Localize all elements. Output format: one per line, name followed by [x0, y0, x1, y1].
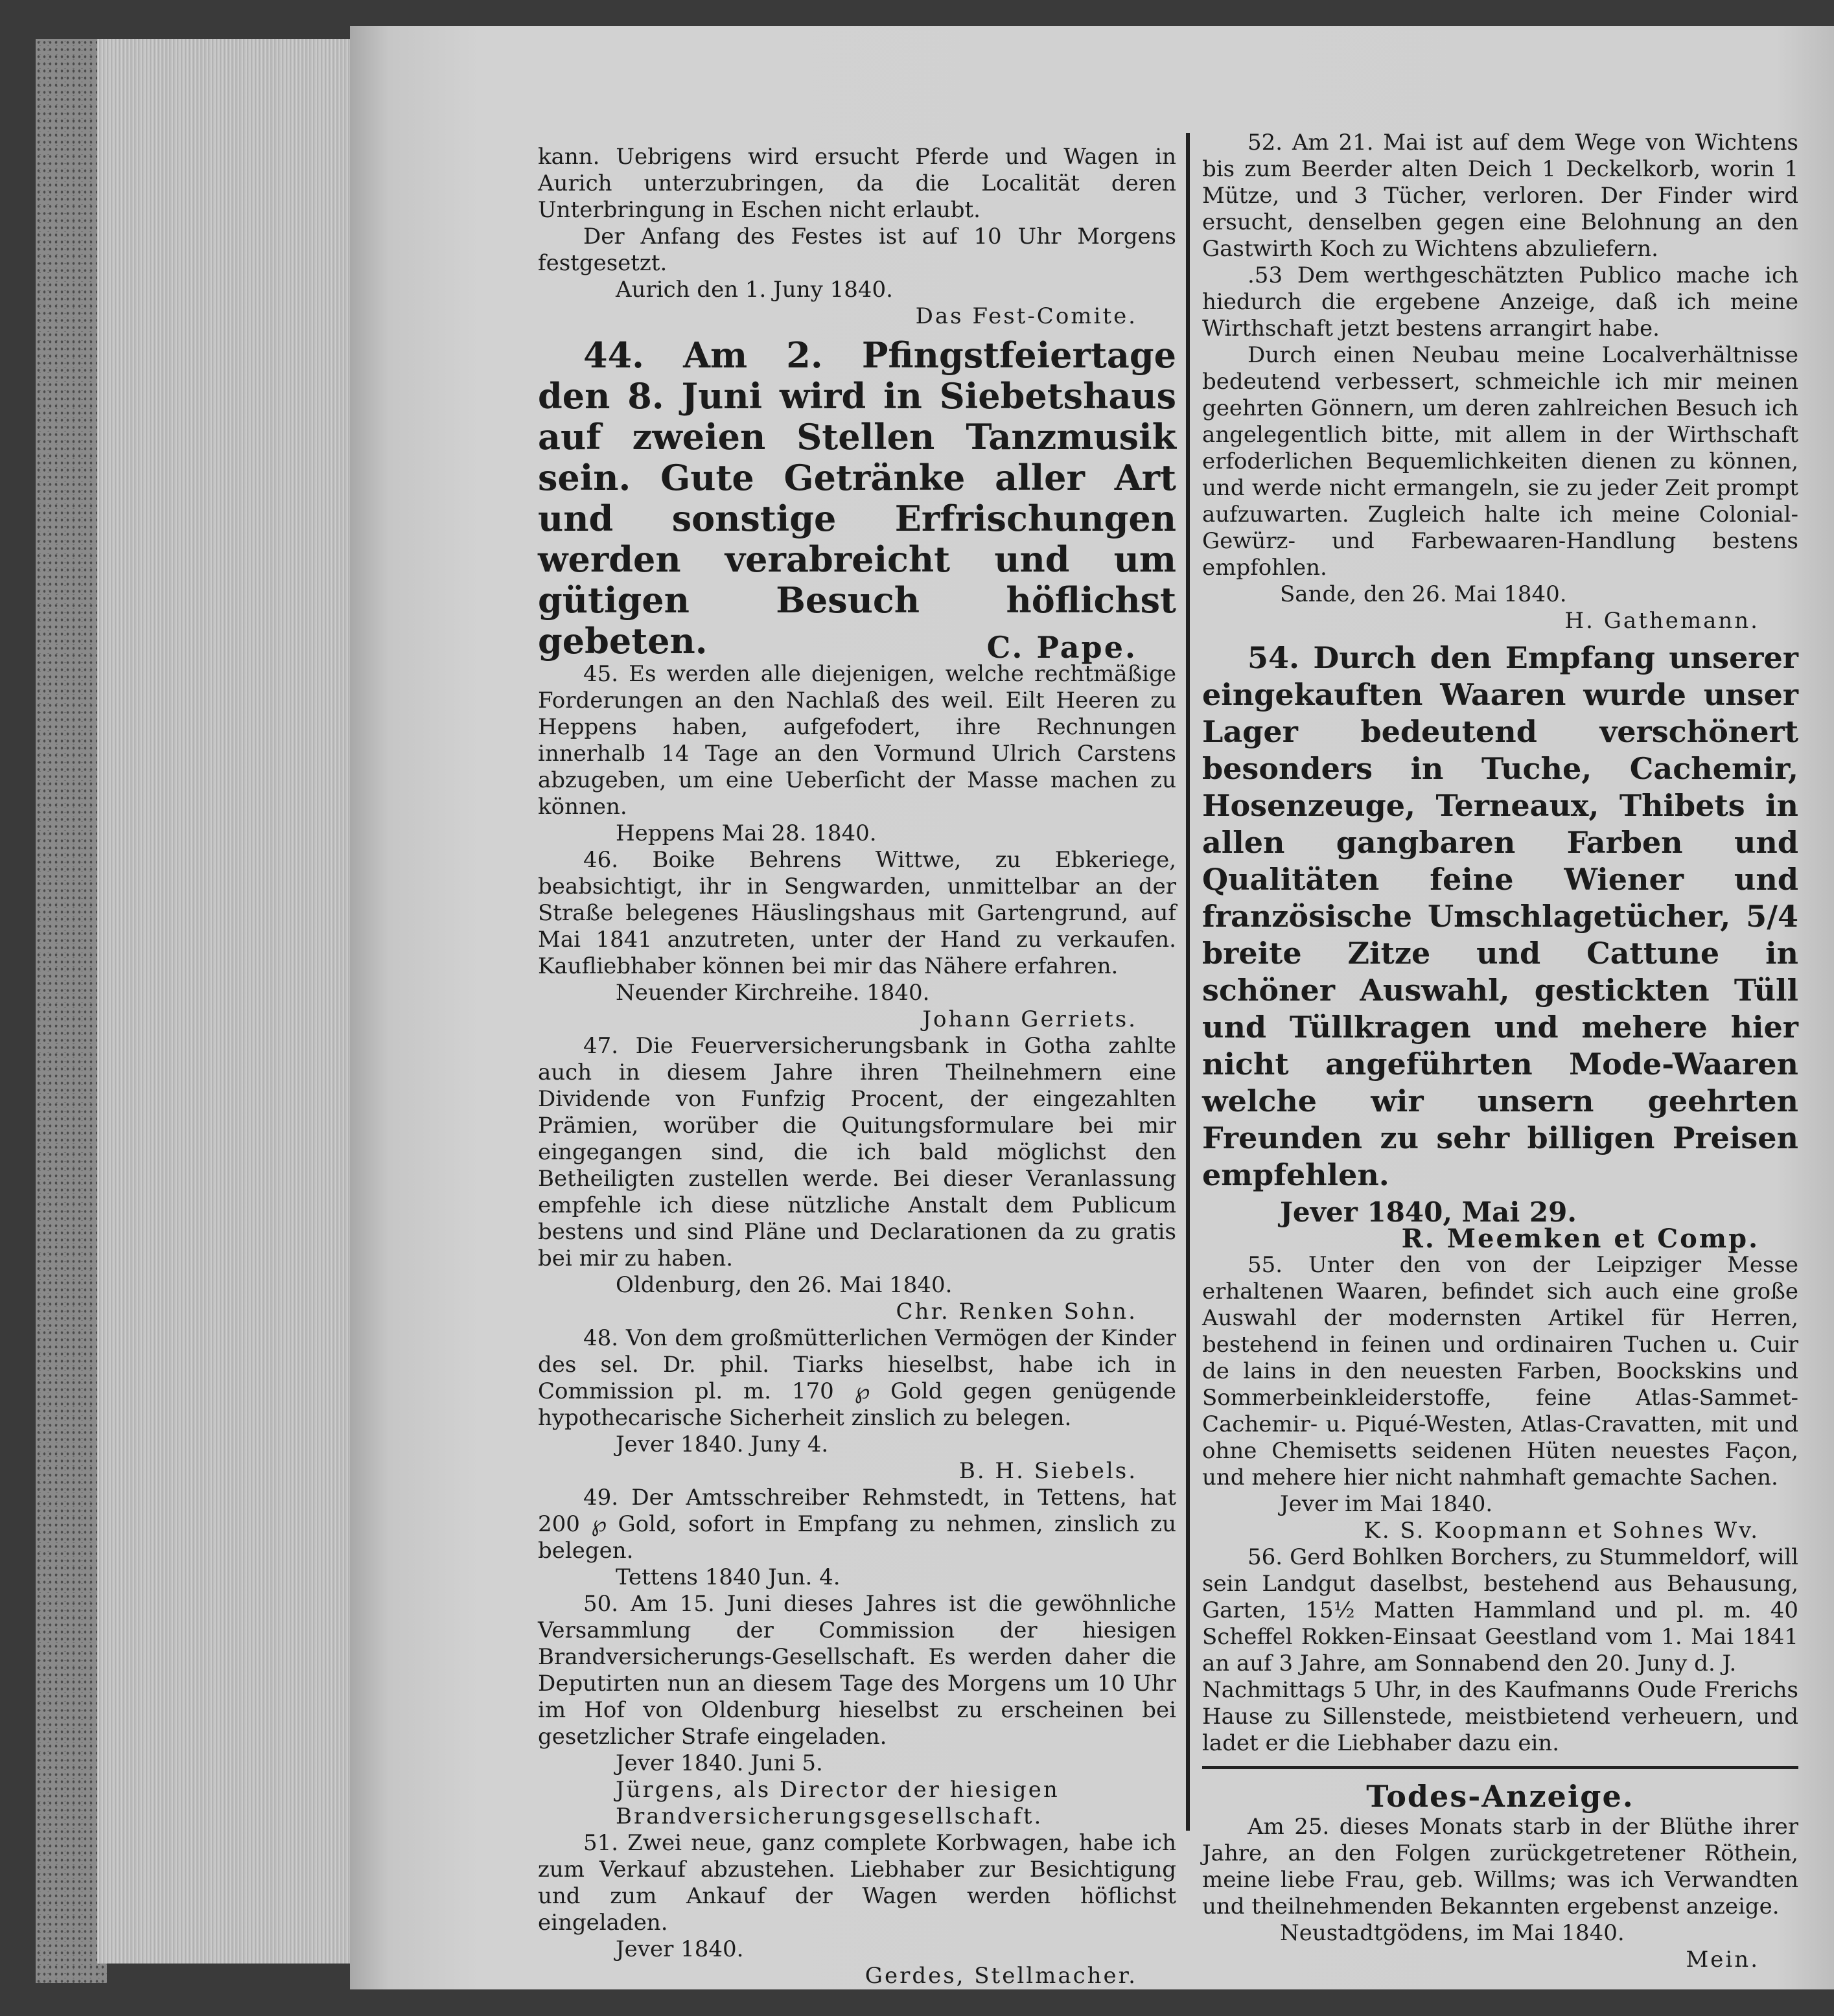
notice-49-place: Tettens 1840 Jun. 4. [616, 1564, 841, 1590]
right-column [1202, 130, 1798, 1973]
notice-signature: Das Fest-Comite. [915, 303, 1137, 329]
notice-49: 49. Der Amtsschreiber Rehmstedt, in Tettens, hat 200 ℘ Gold, sofort in Empfang zu nehmen, zinslich zu belegen. [538, 1485, 1176, 1564]
notice-44-signature: C. Pape. [986, 630, 1137, 665]
notice-48: 48. Von dem großmütterlichen Vermögen der Kinder des sel. Dr. phil. Tiarks hieselbst, habe ich in Commission pl. m. 170 ℘ Gold gegen genügende hypothecarische Sicherheit zinslich zu belegen. [538, 1325, 1176, 1431]
notice-47-place: Oldenburg, den 26. Mai 1840. [616, 1272, 953, 1298]
notice-46: 46. Boike Behrens Wittwe, zu Ebkeriege, beabsichtigt, ihr in Sengwarden, unmittelbar an der Straße belegenes Häuslingshaus mit Gartengrund, auf Mai 1841 anzutreten, unter der Hand zu verkaufen. Kaufliebhaber können bei mir das Nähere erfahren. [538, 847, 1176, 979]
death-notice-signature: Mein. [1686, 1947, 1759, 1973]
notice-56: 56. Gerd Bohlken Borchers, zu Stummeldorf, will sein Landgut daselbst, bestehend aus Behausung, Garten, 15½ Matten Hammland und pl. m. 40 Scheffel Rokken-Einsaat Geestland vom 1. Mai 1841 an auf 3 Jahre, am Sonnabend den 20. Juny d. J. [1202, 1544, 1798, 1676]
notice-53-body: Durch einen Neubau meine Localverhältnisse bedeutend verbessert, schmeichle ich mir meinen geehrten Gönnern, um deren zahlreichen Besuch ich angelegentlich bitte, mit allem in der Wirthschaft erfoderlichen Bequemlichkeiten dienen zu können, und werde nicht ermangeln, sie zu jeder Zeit prompt aufzuwarten. Zugleich halte ich meine Colonial-Gewürz- und Farbewaaren-Handlung bestens empfohlen. [1202, 342, 1798, 581]
notice-52: 52. Am 21. Mai ist auf dem Wege von Wichtens bis zum Beerder alten Deich 1 Deckelkorb, worin 1 Mütze, und 3 Tücher, verloren. Der Finder wird ersucht, denselben gegen eine Belohnung an den Gastwirth Koch zu Wichtens abzuliefern. [1202, 130, 1798, 262]
notice-55-signature: K. S. Koopmann et Sohnes Wv. [1364, 1518, 1759, 1544]
notice-53: .53 Dem werthgeschätzten Publico mache ich hiedurch die ergebene Anzeige, daß ich meine Wirthschaft jetzt bestens arrangirt habe. [1202, 262, 1798, 342]
notice-51-signature: Gerdes, Stellmacher. [865, 1963, 1137, 1989]
notice-47-signature: Chr. Renken Sohn. [896, 1299, 1137, 1325]
notice-place-date: Aurich den 1. Juny 1840. [616, 277, 893, 303]
notice-54-signature: R. Meemken et Comp. [1401, 1223, 1759, 1254]
notice-46-signature: Johann Gerriets. [922, 1006, 1137, 1032]
notice-53-place: Sande, den 26. Mai 1840. [1280, 581, 1567, 607]
continued-notice: kann. Uebrigens wird ersucht Pferde und Wagen in Aurich unterzubringen, da die Localität deren Unterbringung in Eschen nicht erlaubt. [538, 144, 1176, 223]
notice-56-body: Nachmittags 5 Uhr, in des Kaufmanns Oude Frerichs Hause zu Sillenstede, meistbietend verheuern, und ladet er die Liebhaber dazu ein. [1202, 1677, 1798, 1756]
notice-50-place: Jever 1840. Juni 5. [616, 1750, 823, 1776]
death-notice: Am 25. dieses Monats starb in der Blüthe ihrer Jahre, an den Folgen zurückgetretener Röthein, meine liebe Frau, geb. Willms; was ich Verwandten und theilnehmenden Bekannten ergebenst anzeige. [1202, 1814, 1798, 1919]
notice-45-place: Heppens Mai 28. 1840. [616, 820, 877, 846]
notice-44: 44. Am 2. Pfingstfeiertage den 8. Juni wird in Siebetshaus auf zweien Stellen Tanzmusik sein. Gute Getränke aller Art und sonstige Erfrischungen werden verabreicht und um gütigen Besuch höflichst gebeten. [538, 334, 1176, 662]
left-column [538, 144, 1176, 1989]
notice-54-place: Jever 1840, Mai 29. [1280, 1196, 1577, 1228]
notice-55: 55. Unter den von der Leipziger Messe erhaltenen Waaren, befindet sich auch eine große Auswahl der modernsten Artikel für Herren, bestehend in feinen und ordinairen Tuchen u. Cuir de lains in den neuesten Farben, Boockskins und Sommerbeinkleiderstoffe, feine Atlas-Sammet-Cachemir- u. Piqué-Westen, Atlas-Cravatten, mit und ohne Chemisetts seidenen Hüten neuestes Façon, und mehere hier nicht nahmhaft gemachte Sachen. [1202, 1252, 1798, 1490]
death-notice-place: Neustadtgödens, im Mai 1840. [1280, 1920, 1625, 1946]
notice-50: 50. Am 15. Juni dieses Jahres ist die gewöhnliche Versammlung der Commission der hiesigen Brandversicherungs-Gesellschaft. Es werden daher die Deputirten nun an diesem Tage des Morgens um 10 Uhr im Hof von Oldenburg hieselbst zu erscheinen bei gesetzlicher Strafe eingeladen. [538, 1591, 1176, 1750]
notice-50-signature: Jürgens, als Director der hiesigen Brandversicherungsgesellschaft. [616, 1777, 1060, 1829]
notice-45: 45. Es werden alle diejenigen, welche rechtmäßige Forderungen an den Nachlaß des weil. Eilt Heeren zu Heppens haben, aufgefodert, ihre Rechnungen innerhalb 14 Tage an den Vormund Ulrich Carstens abzugeben, um eine Ueberſicht der Masse machen zu können. [538, 661, 1176, 820]
notice-55-place: Jever im Mai 1840. [1280, 1491, 1493, 1517]
book-cover [36, 39, 107, 1983]
page-edges [97, 39, 353, 1964]
continued-notice-2: Der Anfang des Festes ist auf 10 Uhr Morgens festgesetzt. [538, 224, 1176, 276]
notice-46-place: Neuender Kirchreihe. 1840. [616, 980, 930, 1006]
notice-51-place: Jever 1840. [616, 1936, 744, 1962]
notice-54: 54. Durch den Empfang unserer eingekauften Waaren wurde unser Lager bedeutend verschönert besonders in Tuche, Cachemir, Hosenzeuge, Terneaux, Thibets in allen gangbaren Farben und Qualitäten feine Wiener und französische Umschlagetücher, 5/4 breite Zitze und Cattune in schöner Auswahl, gestickten Tüll und Tüllkragen und mehere hier nicht angeführten Mode-Waaren welche wir unsern geehrten Freunden zu sehr billigen Preisen empfehlen. [1202, 640, 1798, 1192]
section-rule [1202, 1766, 1798, 1769]
notice-53-signature: H. Gathemann. [1564, 608, 1759, 634]
death-notice-heading: Todes-Anzeige. [1366, 1779, 1634, 1814]
notice-48-signature: B. H. Siebels. [958, 1458, 1137, 1484]
notice-47: 47. Die Feuerversicherungsbank in Gotha zahlte auch in diesem Jahre ihren Theilnehmern eine Dividende von Funfzig Procent, der eingezahlten Prämien, worüber die Quitungsformulare bei mir eingegangen sind, die ich bald möglichst den Betheiligten zustellen werde. Bei dieser Veranlassung empfehle ich diese nützliche Anstalt dem Publicum bestens und sind Pläne und Declarationen da zu gratis bei mir zu haben. [538, 1033, 1176, 1271]
notice-51: 51. Zwei neue, ganz complete Korbwagen, habe ich zum Verkauf abzustehen. Liebhaber zur Besichtigung und zum Ankauf der Wagen werden höflichst eingeladen. [538, 1830, 1176, 1936]
column-divider [1186, 133, 1190, 1831]
notice-48-place: Jever 1840. Juny 4. [616, 1431, 829, 1457]
